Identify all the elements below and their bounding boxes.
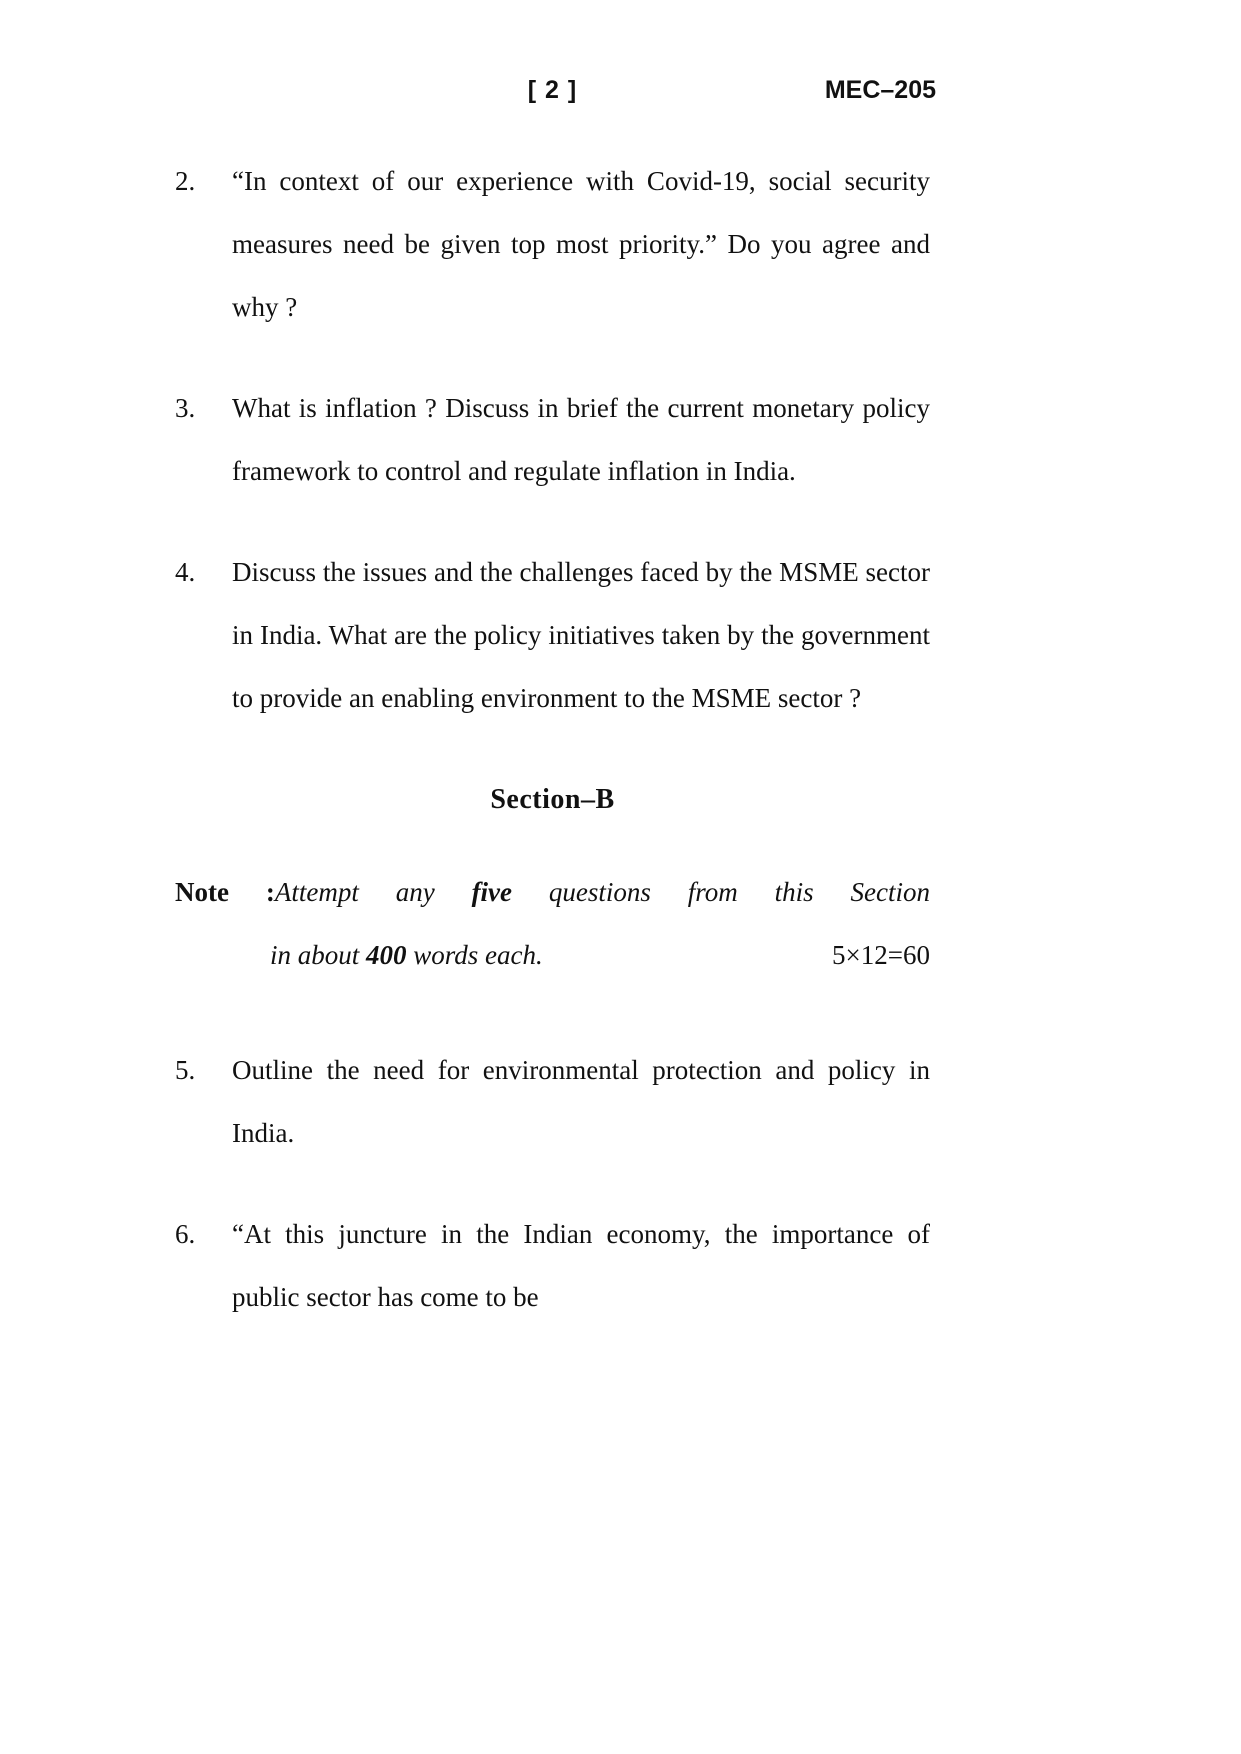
question-6 (175, 1203, 930, 1329)
question-number: 3. (175, 393, 196, 423)
note-text-part2: questions from this Section (512, 877, 931, 907)
paper-code: MEC–205 (824, 76, 936, 104)
note-bold-five: five (471, 877, 513, 907)
note-text-part1: Attempt any (274, 877, 472, 907)
question-5 (175, 1039, 930, 1165)
note-line-1 (175, 861, 930, 924)
question-text: “At this juncture in the Indian economy, the importance of public sector has come to be (232, 1219, 930, 1312)
page-number: [ 2 ] (527, 76, 578, 104)
section-b-title: Section–B (490, 784, 615, 815)
note-text-continued (270, 924, 543, 987)
question-number: 2. (175, 166, 196, 196)
section-b-note (175, 861, 930, 987)
question-text: Discuss the issues and the challenges faced by the MSME sector in India. What are the policy initiatives taken by the government to provide an enabling environment to the MSME sector ? (232, 557, 930, 713)
page-header (175, 72, 936, 108)
question-3 (175, 377, 930, 503)
marks-scheme: 5×12=60 (832, 940, 930, 970)
note-bold-400: 400 (366, 940, 407, 970)
question-2 (175, 150, 930, 339)
question-text: What is inflation ? Discuss in brief the current monetary policy framework to control and regulate inflation in India. (232, 393, 930, 486)
note-line-2 (175, 924, 930, 987)
question-number: 4. (175, 557, 196, 587)
note-text-part3: in about (270, 940, 367, 970)
note-label: Note : (175, 877, 275, 907)
note-text-part4: words each. (406, 940, 543, 970)
question-number: 5. (175, 1055, 196, 1085)
question-text: Outline the need for environmental protection and policy in India. (232, 1055, 930, 1148)
question-text: “In context of our experience with Covid-19, social security measures need be given top most priority.” Do you agree and why ? (232, 166, 930, 322)
question-number: 6. (175, 1219, 196, 1249)
question-4 (175, 541, 930, 730)
